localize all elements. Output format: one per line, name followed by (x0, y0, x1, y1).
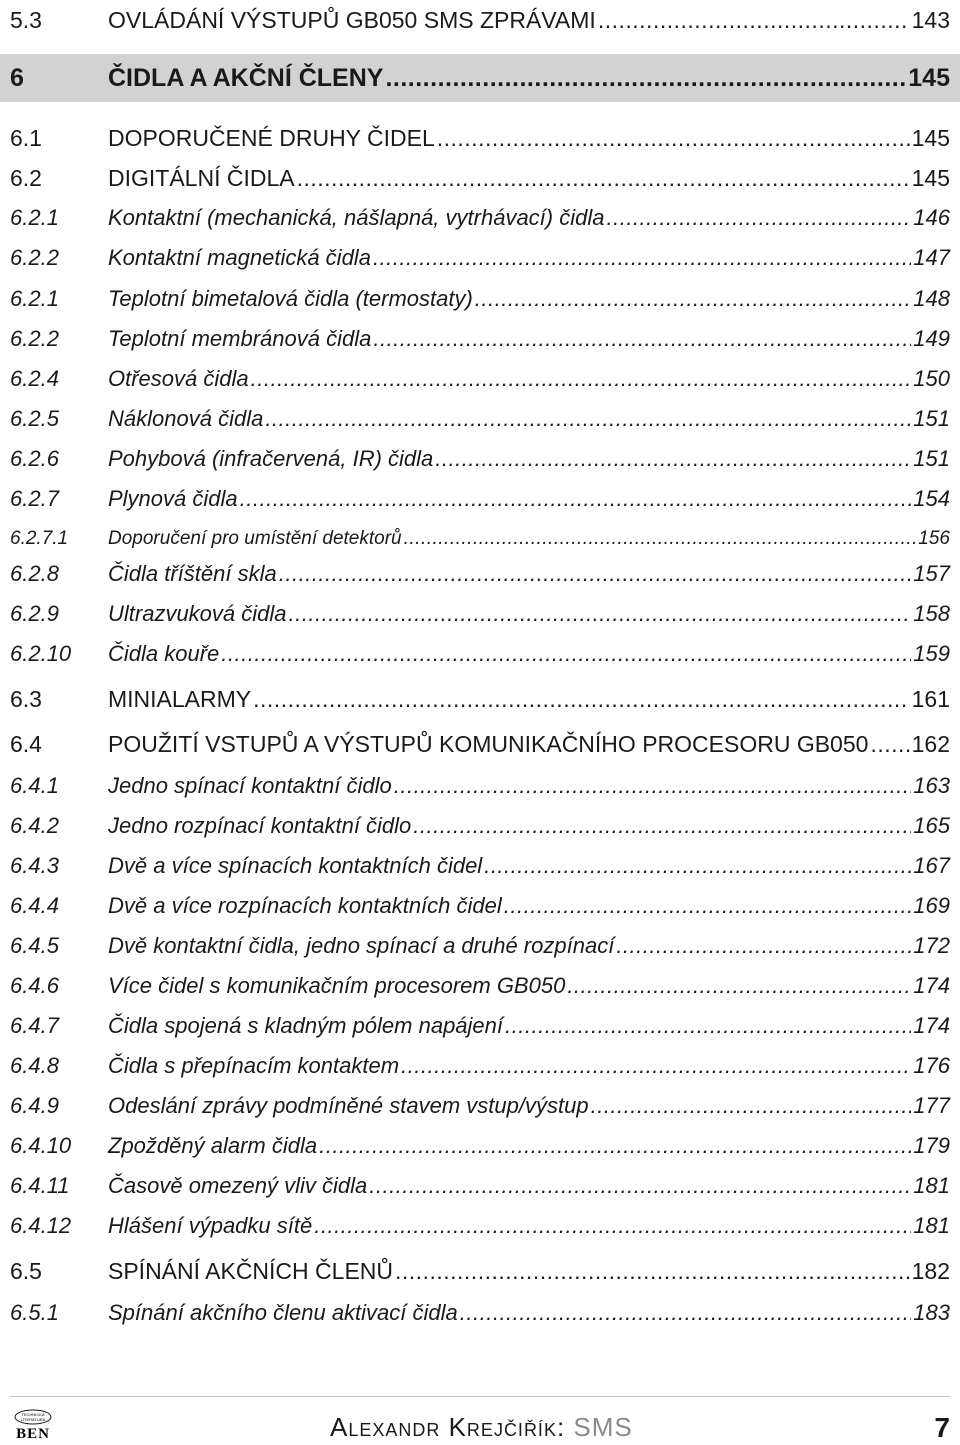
toc-entry-title: ČIDLA A AKČNÍ ČLENY (108, 64, 384, 92)
dot-leader (484, 849, 911, 883)
dot-leader (319, 1129, 911, 1163)
dot-leader (297, 161, 910, 195)
toc-entry-body (108, 522, 950, 556)
toc-entry-number: 6.4.9 (10, 1093, 59, 1118)
publisher-logo (10, 1408, 56, 1440)
dot-leader (460, 1296, 912, 1330)
toc-entry-page: 172 (913, 933, 950, 958)
dot-leader (435, 442, 911, 476)
toc-entry-body (108, 1169, 950, 1203)
toc-entry[interactable] (0, 682, 960, 716)
toc-entry-body (108, 849, 950, 883)
toc-entry[interactable] (0, 969, 960, 1003)
toc-entry-body (108, 402, 950, 436)
toc-entry-body (108, 682, 950, 716)
toc-entry-body (108, 241, 950, 275)
toc-entry[interactable] (0, 929, 960, 963)
toc-entry-page: 174 (913, 1013, 950, 1038)
toc-entry-number: 6.4.8 (10, 1053, 59, 1078)
toc-entry[interactable] (0, 241, 960, 275)
toc-entry-title: Spínání akčního členu aktivací čidla (108, 1300, 458, 1325)
toc-entry-page: 167 (913, 853, 950, 878)
dot-leader (265, 402, 911, 436)
toc-entry-page: 150 (913, 366, 950, 391)
toc-entry-number: 6.2.7 (10, 486, 59, 511)
toc-entry-page: 146 (913, 205, 950, 230)
toc-entry[interactable] (0, 1089, 960, 1123)
toc-entry-body (108, 201, 950, 235)
toc-entry-page: 151 (913, 406, 950, 431)
toc-entry-number: 6.2.6 (10, 446, 59, 471)
toc-entry-page: 176 (913, 1053, 950, 1078)
toc-entry-title: DOPORUČENÉ DRUHY ČIDEL (108, 125, 435, 151)
dot-leader (279, 557, 912, 591)
dot-leader (373, 322, 911, 356)
toc-entry-body (108, 282, 950, 316)
toc-entry-body (108, 727, 950, 761)
toc-entry[interactable] (0, 402, 960, 436)
toc-entry-number: 6.4.11 (10, 1173, 70, 1198)
toc-entry-title: Hlášení výpadku sítě (108, 1213, 313, 1238)
toc-entry-title: Dvě kontaktní čidla, jedno spínací a druhé rozpínací (108, 933, 615, 958)
toc-entry-page: 159 (913, 641, 950, 666)
toc-entry[interactable] (0, 769, 960, 803)
toc-entry-title: Dvě a více spínacích kontaktních čidel (108, 853, 483, 878)
dot-leader (475, 282, 911, 316)
dot-leader (253, 682, 909, 716)
toc-entry-title: DIGITÁLNÍ ČIDLA (108, 165, 295, 191)
footer-author: Alexandr Krejčiřík: (330, 1412, 566, 1442)
toc-entry[interactable] (0, 54, 960, 102)
toc-entry-number: 6.4.3 (10, 853, 59, 878)
toc-entry-number: 6.4.4 (10, 893, 59, 918)
toc-entry-number: 6.5.1 (10, 1300, 59, 1325)
toc-entry-title: Teplotní membránová čidla (108, 326, 372, 351)
toc-entry-number: 6.4.2 (10, 813, 59, 838)
dot-leader (870, 727, 909, 761)
toc-entry-title: Kontaktní (mechanická, nášlapná, vytrhávací) čidla (108, 205, 605, 230)
dot-leader (395, 1254, 910, 1288)
dot-leader (616, 929, 911, 963)
toc-entry-body (108, 1049, 950, 1083)
footer-divider (10, 1396, 950, 1397)
dot-leader (413, 809, 911, 843)
toc-entry-page: 183 (913, 1300, 950, 1325)
dot-leader (385, 54, 906, 102)
toc-entry-body (108, 969, 950, 1003)
toc-entry-body (108, 1254, 950, 1288)
toc-entry-title: Více čidel s komunikačním procesorem GB050 (108, 973, 566, 998)
toc-entry[interactable] (0, 597, 960, 631)
dot-leader (606, 201, 911, 235)
toc-entry-title: Náklonová čidla (108, 406, 264, 431)
toc-entry-body (108, 1296, 950, 1330)
toc-entry-page: 181 (913, 1213, 950, 1238)
toc-entry-number: 6 (10, 64, 24, 92)
toc-entry-page: 145 (908, 64, 950, 92)
toc-entry[interactable] (0, 1209, 960, 1243)
dot-leader (221, 637, 911, 671)
page-footer (0, 1400, 960, 1442)
dot-leader (504, 889, 912, 923)
toc-entry-title: Otřesová čidla (108, 366, 249, 391)
toc-entry-number: 6.2.2 (10, 326, 59, 351)
toc-entry-number: 6.4.7 (10, 1013, 59, 1038)
toc-entry-page: 157 (913, 561, 950, 586)
toc-entry-body (108, 121, 950, 155)
toc-entry-number: 6.2.1 (10, 205, 59, 230)
toc-entry-page: 179 (913, 1133, 950, 1158)
toc-entry-title: MINIALARMY (108, 686, 252, 712)
toc-entry-number: 6.2 (10, 165, 42, 191)
toc-entry-title: POUŽITÍ VSTUPŮ A VÝSTUPŮ KOMUNIKAČNÍHO PROCESORU GB050 (108, 731, 869, 757)
page-number: 7 (934, 1412, 950, 1443)
toc-entry-title: Odeslání zprávy podmíněné stavem vstup/výstup (108, 1093, 589, 1118)
toc-entry-body (108, 1089, 950, 1123)
toc-entry-number: 6.2.2 (10, 245, 59, 270)
toc-entry-number: 6.2.8 (10, 561, 59, 586)
toc-entry[interactable] (0, 3, 960, 37)
toc-entry-page: 145 (911, 165, 950, 191)
dot-leader (373, 241, 911, 275)
toc-entry-number: 6.2.5 (10, 406, 59, 431)
toc-entry[interactable] (0, 1009, 960, 1043)
toc-entry-title: Pohybová (infračervená, IR) čidla (108, 446, 434, 471)
toc-entry[interactable] (0, 161, 960, 195)
toc-entry-title: Čidla spojená s kladným pólem napájení (108, 1013, 504, 1038)
toc-entry[interactable] (0, 522, 960, 556)
toc-entry-body (108, 597, 950, 631)
toc-entry[interactable] (0, 557, 960, 591)
toc-entry-title: Zpožděný alarm čidla (108, 1133, 318, 1158)
toc-entry-title: Jedno rozpínací kontaktní čidlo (108, 813, 412, 838)
toc-entry-number: 6.4.1 (10, 773, 59, 798)
toc-entry-title: SPÍNÁNÍ AKČNÍCH ČLENŮ (108, 1258, 394, 1284)
toc-entry-page: 165 (913, 813, 950, 838)
toc-entry-body (108, 362, 950, 396)
toc-entry-page: 149 (913, 326, 950, 351)
toc-entry-number: 6.2.9 (10, 601, 59, 626)
toc-entry-body (108, 809, 950, 843)
toc-entry-number: 6.3 (10, 686, 42, 712)
toc-entry-body (108, 929, 950, 963)
toc-entry-page: 177 (913, 1093, 950, 1118)
toc-entry[interactable] (0, 809, 960, 843)
toc-entry-body (108, 1209, 950, 1243)
dot-leader (505, 1009, 911, 1043)
toc-entry[interactable] (0, 362, 960, 396)
dot-leader (591, 1089, 912, 1123)
svg-text:LITERATURA: LITERATURA (20, 1417, 46, 1422)
dot-leader (314, 1209, 911, 1243)
toc-entry-title: Čidla kouře (108, 641, 220, 666)
toc-entry[interactable] (0, 282, 960, 316)
toc-entry-page: 161 (911, 686, 950, 712)
dot-leader (598, 3, 910, 37)
dot-leader (404, 522, 917, 556)
toc-entry[interactable] (0, 1254, 960, 1288)
dot-leader (251, 362, 912, 396)
toc-entry-title: Čidla s přepínacím kontaktem (108, 1053, 400, 1078)
toc-entry-number: 6.2.4 (10, 366, 59, 391)
dot-leader (567, 969, 911, 1003)
toc-entry-page: 151 (913, 446, 950, 471)
toc-entry[interactable] (0, 121, 960, 155)
toc-entry-page: 174 (913, 973, 950, 998)
toc-entry-number: 6.2.1 (10, 286, 59, 311)
toc-entry-body (108, 637, 950, 671)
toc-entry-page: 145 (911, 125, 950, 151)
toc-entry-page: 147 (913, 245, 950, 270)
toc-entry-number: 6.4.10 (10, 1133, 72, 1158)
toc-entry[interactable] (0, 1296, 960, 1330)
dot-leader (369, 1169, 911, 1203)
toc-entry-page: 163 (913, 773, 950, 798)
toc-entry-number: 6.4 (10, 731, 42, 757)
toc-entry-body (108, 769, 950, 803)
toc-entry-number: 6.4.12 (10, 1213, 72, 1238)
toc-entry-page: 156 (918, 528, 950, 549)
toc-entry-page: 162 (911, 731, 950, 757)
toc-entry-title: Plynová čidla (108, 486, 238, 511)
footer-author-title (330, 1412, 633, 1443)
toc-entry-title: OVLÁDÁNÍ VÝSTUPŮ GB050 SMS ZPRÁVAMI (108, 7, 596, 33)
toc-entry-title: Čidla tříštění skla (108, 561, 277, 586)
toc-entry-page: 143 (911, 7, 950, 33)
toc-entry[interactable] (0, 637, 960, 671)
dot-leader (401, 1049, 911, 1083)
dot-leader (437, 121, 910, 155)
toc-entry-number: 6.1 (10, 125, 42, 151)
toc-entry-page: 148 (913, 286, 950, 311)
toc-entry-number: 6.2.7.1 (10, 528, 69, 549)
toc-entry-body (108, 161, 950, 195)
toc-entry-body (108, 889, 950, 923)
toc-entry[interactable] (0, 482, 960, 516)
toc-entry[interactable] (0, 889, 960, 923)
toc-entry-page: 182 (911, 1258, 950, 1284)
toc-entry[interactable] (0, 442, 960, 476)
dot-leader (240, 482, 912, 516)
toc-entry-body (108, 557, 950, 591)
svg-text:TECHNICKÁ: TECHNICKÁ (21, 1412, 45, 1417)
toc-entry-body (108, 482, 950, 516)
toc-entry-title: Doporučení pro umístění detektorů (108, 528, 402, 549)
toc-entry[interactable] (0, 322, 960, 356)
dot-leader (394, 769, 912, 803)
toc-entry-number: 5.3 (10, 7, 42, 33)
toc-entry-page: 181 (913, 1173, 950, 1198)
toc-entry-body (108, 1009, 950, 1043)
toc-entry-body (108, 442, 950, 476)
toc-entry[interactable] (0, 201, 960, 235)
toc-entry-page: 154 (913, 486, 950, 511)
toc-entry[interactable] (0, 1169, 960, 1203)
toc-entry-body (108, 3, 950, 37)
toc-entry-number: 6.2.10 (10, 641, 72, 666)
toc-entry-body (108, 322, 950, 356)
toc-entry-title: Kontaktní magnetická čidla (108, 245, 371, 270)
toc-entry-body (108, 1129, 950, 1163)
toc-entry-title: Dvě a více rozpínacích kontaktních čidel (108, 893, 502, 918)
toc-entry-page: 169 (913, 893, 950, 918)
toc-entry-title: Jedno spínací kontaktní čidlo (108, 773, 392, 798)
toc-entry-title: Ultrazvuková čidla (108, 601, 287, 626)
toc-entry-body (108, 54, 950, 102)
toc-entry-number: 6.4.5 (10, 933, 59, 958)
toc-entry-number: 6.5 (10, 1258, 42, 1284)
toc-entry-number: 6.4.6 (10, 973, 59, 998)
toc-entry[interactable] (0, 849, 960, 883)
toc-entry[interactable] (0, 1049, 960, 1083)
toc-entry[interactable] (0, 1129, 960, 1163)
svg-text:BEN: BEN (16, 1426, 50, 1440)
toc-entry[interactable] (0, 727, 960, 761)
dot-leader (289, 597, 912, 631)
toc-entry-page: 158 (913, 601, 950, 626)
footer-book-title: SMS (573, 1412, 633, 1442)
toc-entry-title: Časově omezený vliv čidla (108, 1173, 368, 1198)
toc-entry-title: Teplotní bimetalová čidla (termostaty) (108, 286, 473, 311)
